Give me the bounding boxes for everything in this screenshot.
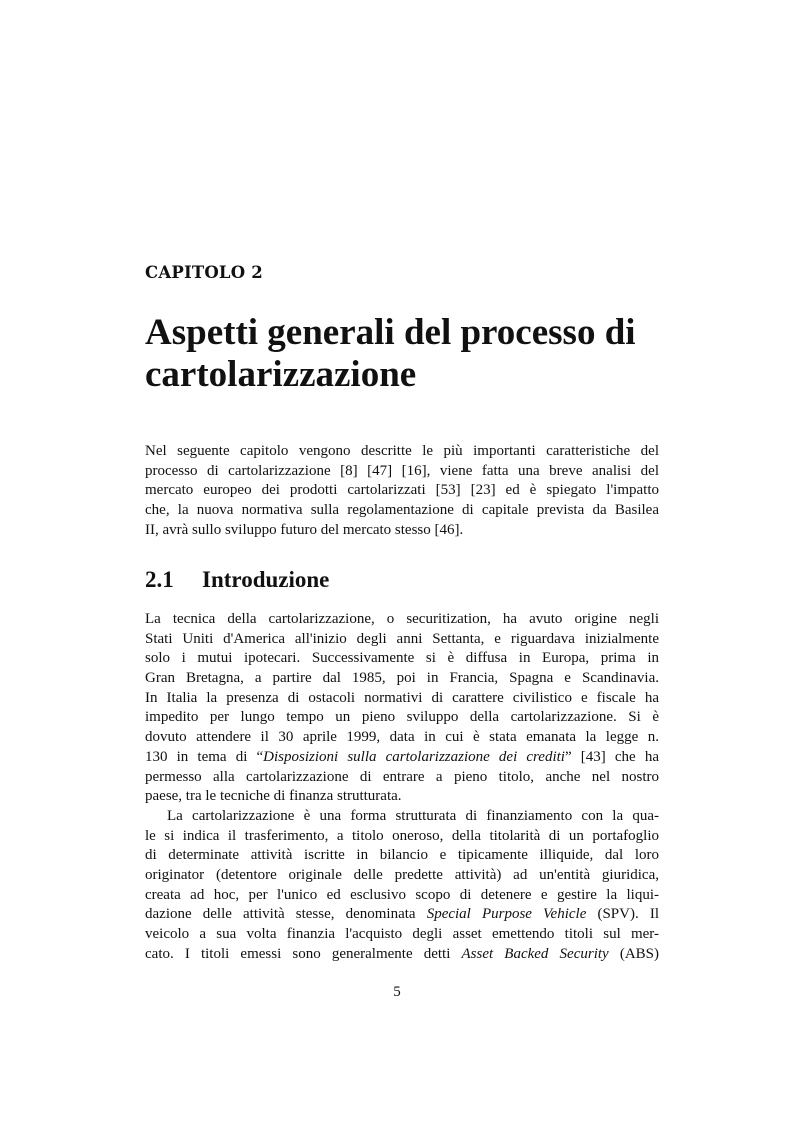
page-number: 5	[393, 984, 401, 1000]
chapter-label: CAPITOLO 2	[145, 263, 263, 282]
italic-title: Disposizioni sulla cartolarizzazione dei crediti	[263, 748, 565, 765]
text-line: paese, tra le tecniche di finanza strutturata.	[145, 788, 402, 805]
text-line: processo di cartolarizzazione [8] [47] [16], viene fatta una breve analisi del	[145, 462, 659, 479]
section-body	[145, 610, 659, 964]
text-line: solo i mutui ipotecari. Successivamente si è diffusa in Europa, prima in	[145, 650, 659, 667]
text-line: Nel seguente capitolo vengono descritte le più importanti caratteristiche del	[145, 443, 659, 459]
text-line: dovuto attendere il 30 aprile 1999, data in cui è stata emanata la legge n.	[145, 729, 659, 746]
chapter-title-line: cartolarizzazione	[145, 354, 417, 395]
chapter-title-line: Aspetti generali del processo di	[145, 312, 636, 353]
text-line: La cartolarizzazione è una forma strutturata di finanziamento con la qua-	[167, 807, 659, 824]
text-line: le si indica il trasferimento, a titolo oneroso, della titolarità di un portafoglio	[145, 827, 659, 844]
text-line: mercato europeo dei prodotti cartolarizzati [53] [23] ed è spiegato l'impatto	[145, 482, 659, 499]
text-line: di determinate attività iscritte in bilancio e tipicamente illiquide, dal loro	[145, 847, 659, 864]
section-title: Introduzione	[202, 567, 330, 592]
text-line: Stati Uniti d'America all'inizio degli anni Settanta, e riguardava inizialmente	[145, 630, 659, 647]
italic-term: Asset Backed Security	[461, 945, 609, 962]
text-line: veicolo a sua volta finanzia l'acquisto degli asset emettendo titoli sul mer-	[145, 926, 659, 942]
text-line: In Italia la presenza di ostacoli normativi di carattere civilistico e fiscale ha	[145, 689, 659, 706]
section-number: 2.1	[145, 567, 174, 592]
text-run: dazione delle attività stesse, denominata	[145, 906, 427, 923]
paragraph	[145, 610, 659, 807]
section-heading	[145, 566, 329, 594]
text-line	[145, 945, 659, 965]
text-line: originator (detentore originale delle predette attività) ad un'entità giuridica,	[145, 866, 659, 883]
text-run: 130 in tema di “	[145, 748, 264, 765]
text-line: Gran Bretagna, a partire dal 1985, poi in Francia, Spagna e Scandinavia.	[145, 670, 659, 687]
text-line	[145, 905, 659, 925]
text-line: impedito per lungo tempo un pieno sviluppo della cartolarizzazione. Si è	[145, 709, 659, 726]
text-run: (ABS)	[608, 945, 659, 962]
text-line: La tecnica della cartolarizzazione, o securitization, ha avuto origine negli	[145, 611, 659, 627]
text-line: creata ad hoc, per l'unico ed esclusivo scopo di detenere e gestire la liqui-	[145, 886, 659, 903]
text-line: che, la nuova normativa sulla regolamentazione di capitale prevista da Basilea	[145, 502, 659, 519]
intro-paragraph	[145, 442, 659, 540]
text-run: cato. I titoli emessi sono generalmente detti	[145, 945, 462, 962]
paragraph	[145, 807, 659, 965]
italic-term: Special Purpose Vehicle	[426, 906, 587, 923]
text-run: ” [43] che ha	[564, 748, 659, 765]
chapter-title	[145, 312, 675, 396]
text-line: II, avrà sullo sviluppo futuro del mercato stesso [46].	[145, 521, 464, 538]
text-line	[145, 748, 659, 768]
text-line: permesso alla cartolarizzazione di entrare a pieno titolo, anche nel nostro	[145, 768, 659, 785]
text-run: (SPV). Il	[586, 906, 659, 923]
